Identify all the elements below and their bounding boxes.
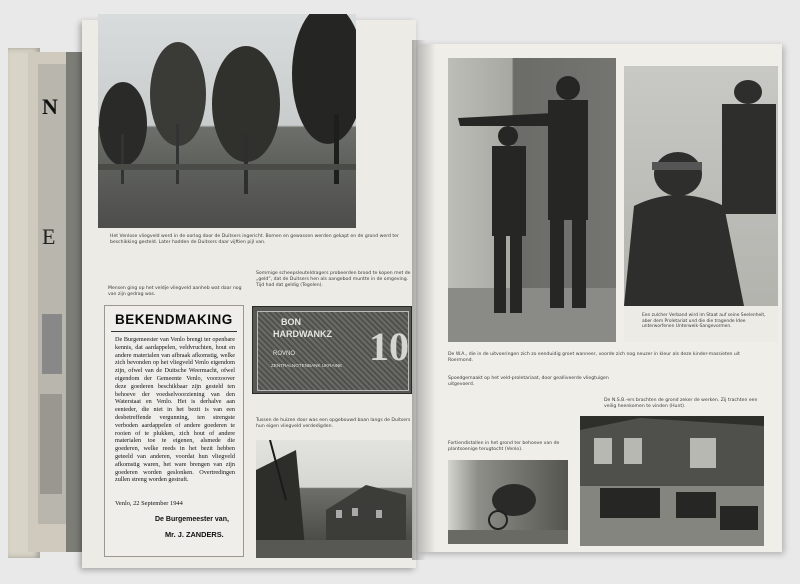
caption-bottom-left: Fortiendistallen in het grond ter behoeve van de plantsoenige terugtocht (Venlo). (448, 441, 560, 452)
street-illustration (256, 440, 412, 558)
caption-right-2: De N.S.B.-ers brachten de grond zeker de werken. Zij trachten een veilig heenkomen te vinden (Hunt). (604, 398, 758, 409)
photo-trees-airfield (98, 14, 356, 228)
banknote-denomination: 10 (369, 324, 409, 369)
bekendmaking-poster (104, 305, 244, 557)
poster-rule (111, 331, 237, 332)
cart-illustration (448, 460, 568, 544)
banknote-line1: BON (281, 317, 301, 327)
photo-house-carts (580, 416, 764, 546)
banknote-image (252, 306, 412, 394)
photo-salute-uniforms (448, 58, 616, 342)
house-illustration (580, 416, 764, 546)
banknote-line2: HARDWANKZ (273, 329, 332, 339)
caption-salute: De W.A., die in de uitvoeringen zich zo eenduidig groet wanneer, voorde zich nog neuzer in kleur als deze kinder-massieten uit Roermond. (448, 352, 740, 363)
caption-right-mid: Sommige scheepsleuteldragers probeerden brood te kopen met de „geld“, dat de Duitsers hen als aangebod muntte in de omgeving. Tijd had dat geldig (Tegelen). (256, 271, 411, 288)
caption-left-mid: Mensen ging op het veldje vliegveld aanheb wat daar nog van zijn gedrag was. (108, 286, 242, 297)
caption-bottom-mid: Tussen de huizen door was een opgebouwd baan langs de Duitsers hun eigen vliegveld verdedigden. (256, 418, 411, 429)
caption-left-2: Spoedgemaakt op het veld-proletariaat, door gealliveerde vliegtuigen uitgevoerd. (448, 376, 609, 387)
poster-sign-2: Mr. J. ZANDERS. (165, 530, 224, 539)
poster-body: De Burgemeester van Venlo brengt ter openbare kennis, dat aardappelen, veldvruchten, hout en andere materialen van afbraak afkomstig, welke zich bevonden op het vliegveld Venlo eigendom zijn, ofwel van de Duitsche Weermacht, ofwel eigendom der Gemeente Venlo, voorzoover deze goederen beschikbaar zijn gesteld ten behoeve der voedselvoorziening van den Waterstaat en Venlo. Het is derhalve aan eenieder, die niet in het bezit is van een desbetreffende vergunning, ten strengste verboden aardappelen of andere goederen te rooien of te plukken, zich hout of andere materialen toe te eigenen, alsmede die goederen, welke reeds in het bezit hebben geteeld van anderen, voordat hun vliegveld afkomstig waren, het ware brengen van zijn goederen worden geslonken. Overtredingen zullen streng worden gestraft. (115, 336, 235, 484)
gutter-shadow-right (418, 44, 436, 552)
photo-propaganda-painting (624, 66, 778, 342)
newspaper-strip: N E (38, 64, 66, 524)
poster-sign-1: De Burgemeester van, (155, 516, 229, 523)
poster-caption: Een zulcher Verband wird im Staat auf seine Seelenheit, aber dem Proletariat und die die tragende Idee unterworfenen Unterweik-Sangevormen. (642, 313, 766, 330)
poster-title: BEKENDMAKING (115, 312, 233, 327)
painting-illustration (624, 66, 778, 342)
trees-illustration (98, 14, 356, 228)
caption-top: Het Venlose vliegveld werd in de oorlog door de Duitsers ingericht. Bomen en gewassen werden gekapt en de grond werd ter beschikking gesteld. Later hadden de Duitsers daar vijftien pijl van. (110, 234, 399, 245)
banknote-line4: ZENTRALNOTENBANK UKRAINE (271, 363, 343, 368)
photo-cart-street (448, 460, 568, 544)
uniforms-illustration (448, 58, 616, 342)
poster-date: Venlo, 22 September 1944 (115, 500, 183, 507)
banknote-line3: ROVNO (273, 351, 296, 357)
photo-street-houses (256, 440, 412, 558)
